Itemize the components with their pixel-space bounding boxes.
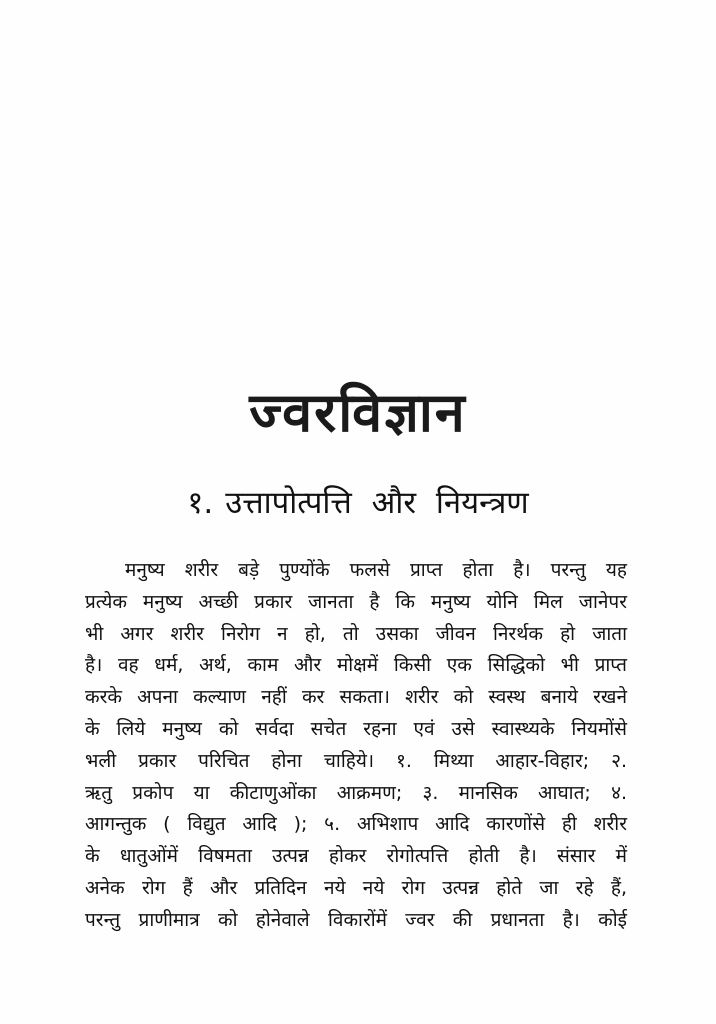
paragraph-line: परन्तु प्राणीमात्र को होनेवाले विकारोंमें ज्वर की प्रधानता है। कोई: [85, 908, 627, 931]
page-title: ज्वरविज्ञान: [249, 381, 467, 444]
paragraph-line: के लिये मनुष्य को सर्वदा सचेत रहना एवं उसे स्वास्थ्यके नियमोंसे: [85, 717, 627, 740]
paragraph-line: भी अगर शरीर निरोग न हो, तो उसका जीवन निरर्थक हो जाता: [85, 622, 627, 645]
section-number: १.: [187, 485, 214, 521]
paragraph-line: ऋतु प्रकोप या कीटाणुओंका आक्रमण; ३. मानसिक आघात; ४.: [85, 781, 627, 804]
paragraph-line: करके अपना कल्याण नहीं कर सकता। शरीर को स्वस्थ बनाये रखने: [85, 686, 627, 709]
paragraph-line: भली प्रकार परिचित होना चाहिये। १. मिथ्या आहार-विहार; २.: [85, 749, 627, 772]
paragraph-line: प्रत्येक मनुष्य अच्छी प्रकार जानता है कि मनुष्य योनि मिल जानेपर: [85, 590, 627, 613]
section-heading-text: उत्तापोत्पत्ति और नियन्त्रण: [225, 485, 529, 521]
paragraph-line: मनुष्य शरीर बड़े पुण्योंके फलसे प्राप्त होता है। परन्तु यह: [125, 559, 627, 581]
paragraph-line: है। वह धर्म, अर्थ, काम और मोक्षमें किसी एक सिद्धिको भी प्राप्त: [85, 654, 627, 677]
body-paragraph: [85, 555, 627, 937]
section-heading: [0, 478, 716, 528]
paragraph-line: आगन्तुक ( विद्युत आदि ); ५. अभिशाप आदि कारणोंसे ही शरीर: [85, 813, 627, 836]
paragraph-line: अनेक रोग हैं और प्रतिदिन नये नये रोग उत्पन्न होते जा रहे हैं,: [85, 876, 627, 899]
paragraph-line: के धातुओंमें विषमता उत्पन्न होकर रोगोत्पत्ति होती है। संसार में: [85, 845, 627, 868]
